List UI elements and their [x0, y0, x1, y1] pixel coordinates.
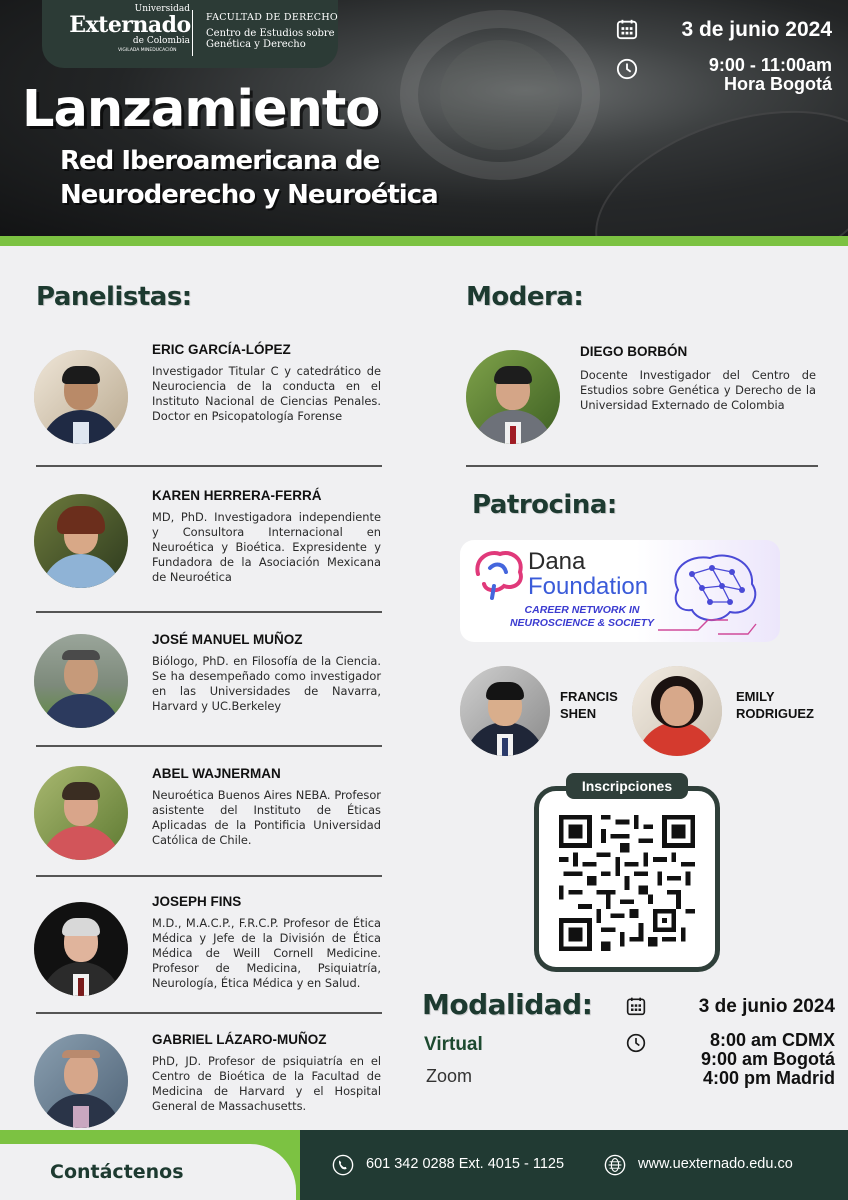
panelist-bio: Investigador Titular C y catedrático de Neurociencia de la conducta en el Instituto Nacional de Ciencias Penales. Doctor en Psicopatología Forense [152, 364, 381, 423]
logo-divider [192, 10, 193, 56]
center-name: Centro de Estudios sobre Genética y Derecho [206, 28, 335, 50]
panelist-name: JOSEPH FINS [152, 894, 242, 909]
tablet-image [573, 78, 848, 238]
panelist-name: ERIC GARCÍA-LÓPEZ [152, 342, 291, 357]
faculty-name: FACULTAD DE DERECHO [206, 12, 339, 23]
moderator-photo [466, 350, 560, 444]
dana-name: Dana [528, 548, 586, 575]
dana-tagline: CAREER NETWORK IN NEUROSCIENCE & SOCIETY [509, 604, 655, 629]
website-link[interactable]: www.uexternado.edu.co [638, 1156, 793, 1172]
panelist-photo [34, 634, 128, 728]
panelist-name: JOSÉ MANUEL MUÑOZ [152, 632, 303, 647]
accent-divider [0, 236, 848, 246]
dana-foundation: Foundation [528, 573, 649, 600]
panelist-photo [34, 494, 128, 588]
globe-icon [604, 1154, 626, 1176]
subtitle-line-2: Neuroderecho y Neuroética [60, 180, 438, 210]
panelist-photo [34, 902, 128, 996]
header-date: 3 de junio 2024 [681, 18, 832, 41]
brain-network-icon [658, 550, 770, 642]
logo-universidad: Universidad [134, 4, 190, 14]
qr-code[interactable] [559, 815, 695, 951]
panelist-divider [36, 611, 382, 613]
panelist-name: ABEL WAJNERMAN [152, 766, 281, 781]
university-logo[interactable] [42, 0, 338, 68]
header-time: 9:00 - 11:00am [708, 55, 832, 75]
header-timezone: Hora Bogotá [724, 74, 832, 94]
dana-foundation-logo[interactable] [460, 540, 780, 642]
page-title: Lanzamiento [22, 80, 380, 139]
panelist-bio: PhD, JD. Profesor de psiquiatría en el Centro de Bioética de la Facultad de Medicina de Harvard y el Hospital General de Massachusetts. [152, 1054, 381, 1113]
time-madrid: 4:00 pm Madrid [702, 1068, 835, 1088]
header-banner [0, 0, 848, 238]
panelist-divider [36, 745, 382, 747]
dana-brain-icon [470, 548, 526, 600]
inscripciones-label: Inscripciones [566, 773, 688, 799]
panelist-divider [36, 875, 382, 877]
logo-de-colombia: de Colombia [132, 36, 190, 46]
logo-vigilada: VIGILADA MINEDUCACIÓN [118, 48, 177, 53]
modalidad-times [701, 1031, 835, 1088]
panelist-bio: Biólogo, PhD. en Filosofía de la Ciencia. Se ha desempeñado como investigador en las Universidades de Navarra, Harvard y UC.Berkeley [152, 654, 381, 713]
logo-externado: Externado [69, 12, 191, 38]
contact-heading: Contáctenos [50, 1161, 184, 1183]
guest-photo-francis [460, 666, 550, 756]
clock-icon [616, 58, 638, 80]
calendar-icon [616, 18, 638, 40]
phone-icon [332, 1154, 354, 1176]
panelist-photo [34, 1034, 128, 1128]
contact-phone[interactable]: 601 342 0288 Ext. 4015 - 1125 [366, 1156, 565, 1172]
guest-name-emily: EMILY RODRIGUEZ [736, 689, 814, 721]
section-divider [466, 465, 818, 467]
panelist-divider [36, 1012, 382, 1014]
subtitle-line-1: Red Iberoamericana de [60, 146, 380, 176]
modera-title: Modera: [466, 282, 584, 312]
brain-scan-image-core [440, 40, 560, 150]
calendar-icon [626, 996, 646, 1016]
panelist-photo [34, 350, 128, 444]
qr-code-frame[interactable] [534, 786, 720, 972]
panelist-bio: M.D., M.A.C.P., F.R.C.P. Profesor de Ética Médica y Jefe de la División de Ética Médica de Weill Cornell Medicine. Profesor de Medicina, Psiquiatría, Neurología, Ética Médica y en Salud. [152, 916, 381, 990]
panelistas-title: Panelistas: [36, 282, 192, 312]
modalidad-date: 3 de junio 2024 [698, 996, 835, 1017]
panelist-divider [36, 465, 382, 467]
modalidad-title: Modalidad: [422, 988, 593, 1021]
time-cdmx: 8:00 am CDMX [709, 1030, 835, 1050]
moderator-bio: Docente Investigador del Centro de Estudios sobre Genética y Derecho de la Universidad Externado de Colombia [580, 368, 816, 412]
panelist-bio: Neuroética Buenos Aires NEBA. Profesor asistente del Instituto de Éticas Aplicadas de la Pontificia Universidad Católica de Chile. [152, 788, 381, 847]
page-subtitle [60, 144, 438, 212]
event-datetime [612, 18, 832, 94]
clock-icon [626, 1033, 646, 1053]
guest-photo-emily [632, 666, 722, 756]
moderator-name: DIEGO BORBÓN [580, 344, 688, 359]
modalidad-type: Virtual [424, 1034, 483, 1055]
modalidad-platform: Zoom [426, 1066, 473, 1086]
panelist-name: GABRIEL LÁZARO-MUÑOZ [152, 1032, 327, 1047]
time-bogota: 9:00 am Bogotá [700, 1049, 835, 1069]
guest-name-francis: FRANCIS SHEN [560, 689, 618, 721]
panelist-name: KAREN HERRERA-FERRÁ [152, 488, 322, 503]
panelist-photo [34, 766, 128, 860]
patrocina-title: Patrocina: [472, 490, 617, 520]
panelist-bio: MD, PhD. Investigadora independiente y Consultora Internacional en Neuroética y Bioética. Expresidente y Fundadora de la Asociación Mexicana de Neuroética [152, 510, 381, 584]
